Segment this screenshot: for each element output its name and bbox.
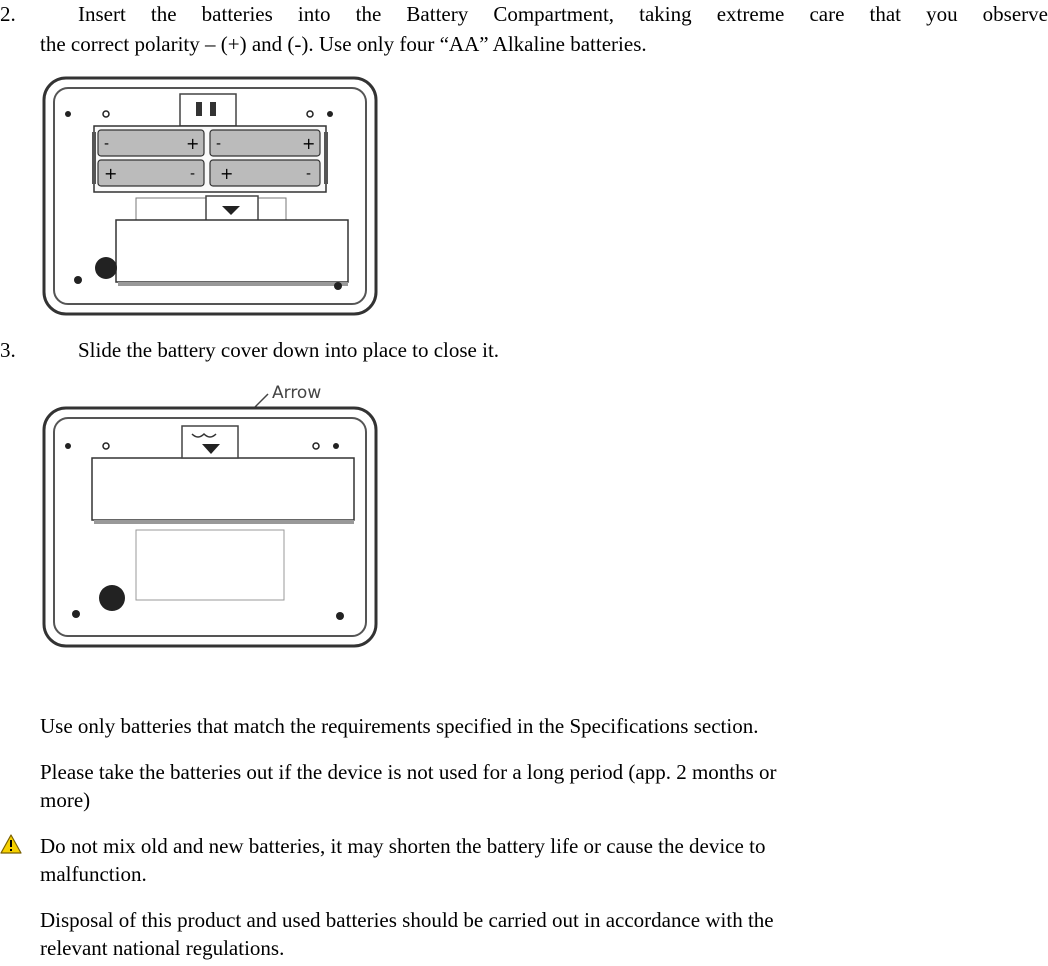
battery-cell: [98, 160, 204, 186]
step-2: [0, 0, 1048, 60]
battery-cell: [98, 130, 204, 156]
battery-cell: [210, 130, 320, 156]
reset-button: [95, 257, 117, 279]
battery-cover: [92, 458, 354, 520]
polarity-minus: -: [104, 136, 110, 152]
note-disposal: [40, 906, 1040, 962]
battery-compartment-closed-figure: [40, 378, 380, 654]
note-battery-requirements: [40, 712, 1040, 740]
latch: [180, 94, 236, 126]
polarity-minus: -: [190, 166, 196, 182]
screw-dot: [333, 443, 339, 449]
latch-slot: [196, 102, 202, 116]
step-number: 2.: [0, 2, 16, 26]
cover-tab: [182, 426, 238, 458]
step-3: [0, 336, 800, 366]
latch-slot: [210, 102, 216, 116]
note-text: Use only batteries that match the requirements specified in the Specifications section.: [40, 714, 759, 738]
step-number: 3.: [0, 338, 16, 362]
polarity-plus: +: [302, 134, 316, 153]
polarity-minus: -: [216, 136, 222, 152]
step-text-line-1: Insert the batteries into the Battery Compartment, taking extreme care that you observe: [78, 2, 1048, 26]
note-text-line-2: relevant national regulations.: [40, 936, 285, 960]
battery-cell: [210, 160, 320, 186]
note-text-line-1: Disposal of this product and used batteries should be carried out in accordance with the: [40, 908, 774, 932]
note-remove-batteries: [40, 758, 1040, 814]
foot-dot: [336, 612, 344, 620]
note-text-line-2: malfunction.: [40, 862, 147, 886]
cover-edge: [118, 282, 348, 286]
foot-dot: [72, 610, 80, 618]
arrow-label: Arrow: [272, 383, 322, 403]
battery-compartment-open-figure: [40, 74, 380, 320]
screw-dot: [327, 111, 333, 117]
foot-dot: [334, 282, 342, 290]
warning-icon: [0, 834, 22, 854]
step-text-line-2: the correct polarity – (+) and (-). Use only four “AA” Alkaline batteries.: [40, 32, 647, 56]
screw-dot: [65, 111, 71, 117]
reset-button: [99, 585, 125, 611]
battery-cover: [116, 220, 348, 282]
battery-contact: [92, 132, 96, 184]
note-mix-batteries-warning: [40, 832, 1040, 888]
polarity-minus: -: [306, 166, 312, 182]
note-text-line-1: Do not mix old and new batteries, it may shorten the battery life or cause the device to: [40, 834, 766, 858]
cover-edge: [94, 520, 354, 524]
polarity-plus: +: [220, 164, 234, 183]
note-text-line-2: more): [40, 788, 91, 812]
battery-contact: [324, 132, 328, 184]
foot-dot: [74, 276, 82, 284]
polarity-plus: +: [186, 134, 200, 153]
note-text-line-1: Please take the batteries out if the device is not used for a long period (app. 2 months or: [40, 760, 777, 784]
polarity-plus: +: [104, 164, 118, 183]
screw-dot: [65, 443, 71, 449]
label-area: [136, 530, 284, 600]
step-text: Slide the battery cover down into place to close it.: [78, 338, 500, 362]
